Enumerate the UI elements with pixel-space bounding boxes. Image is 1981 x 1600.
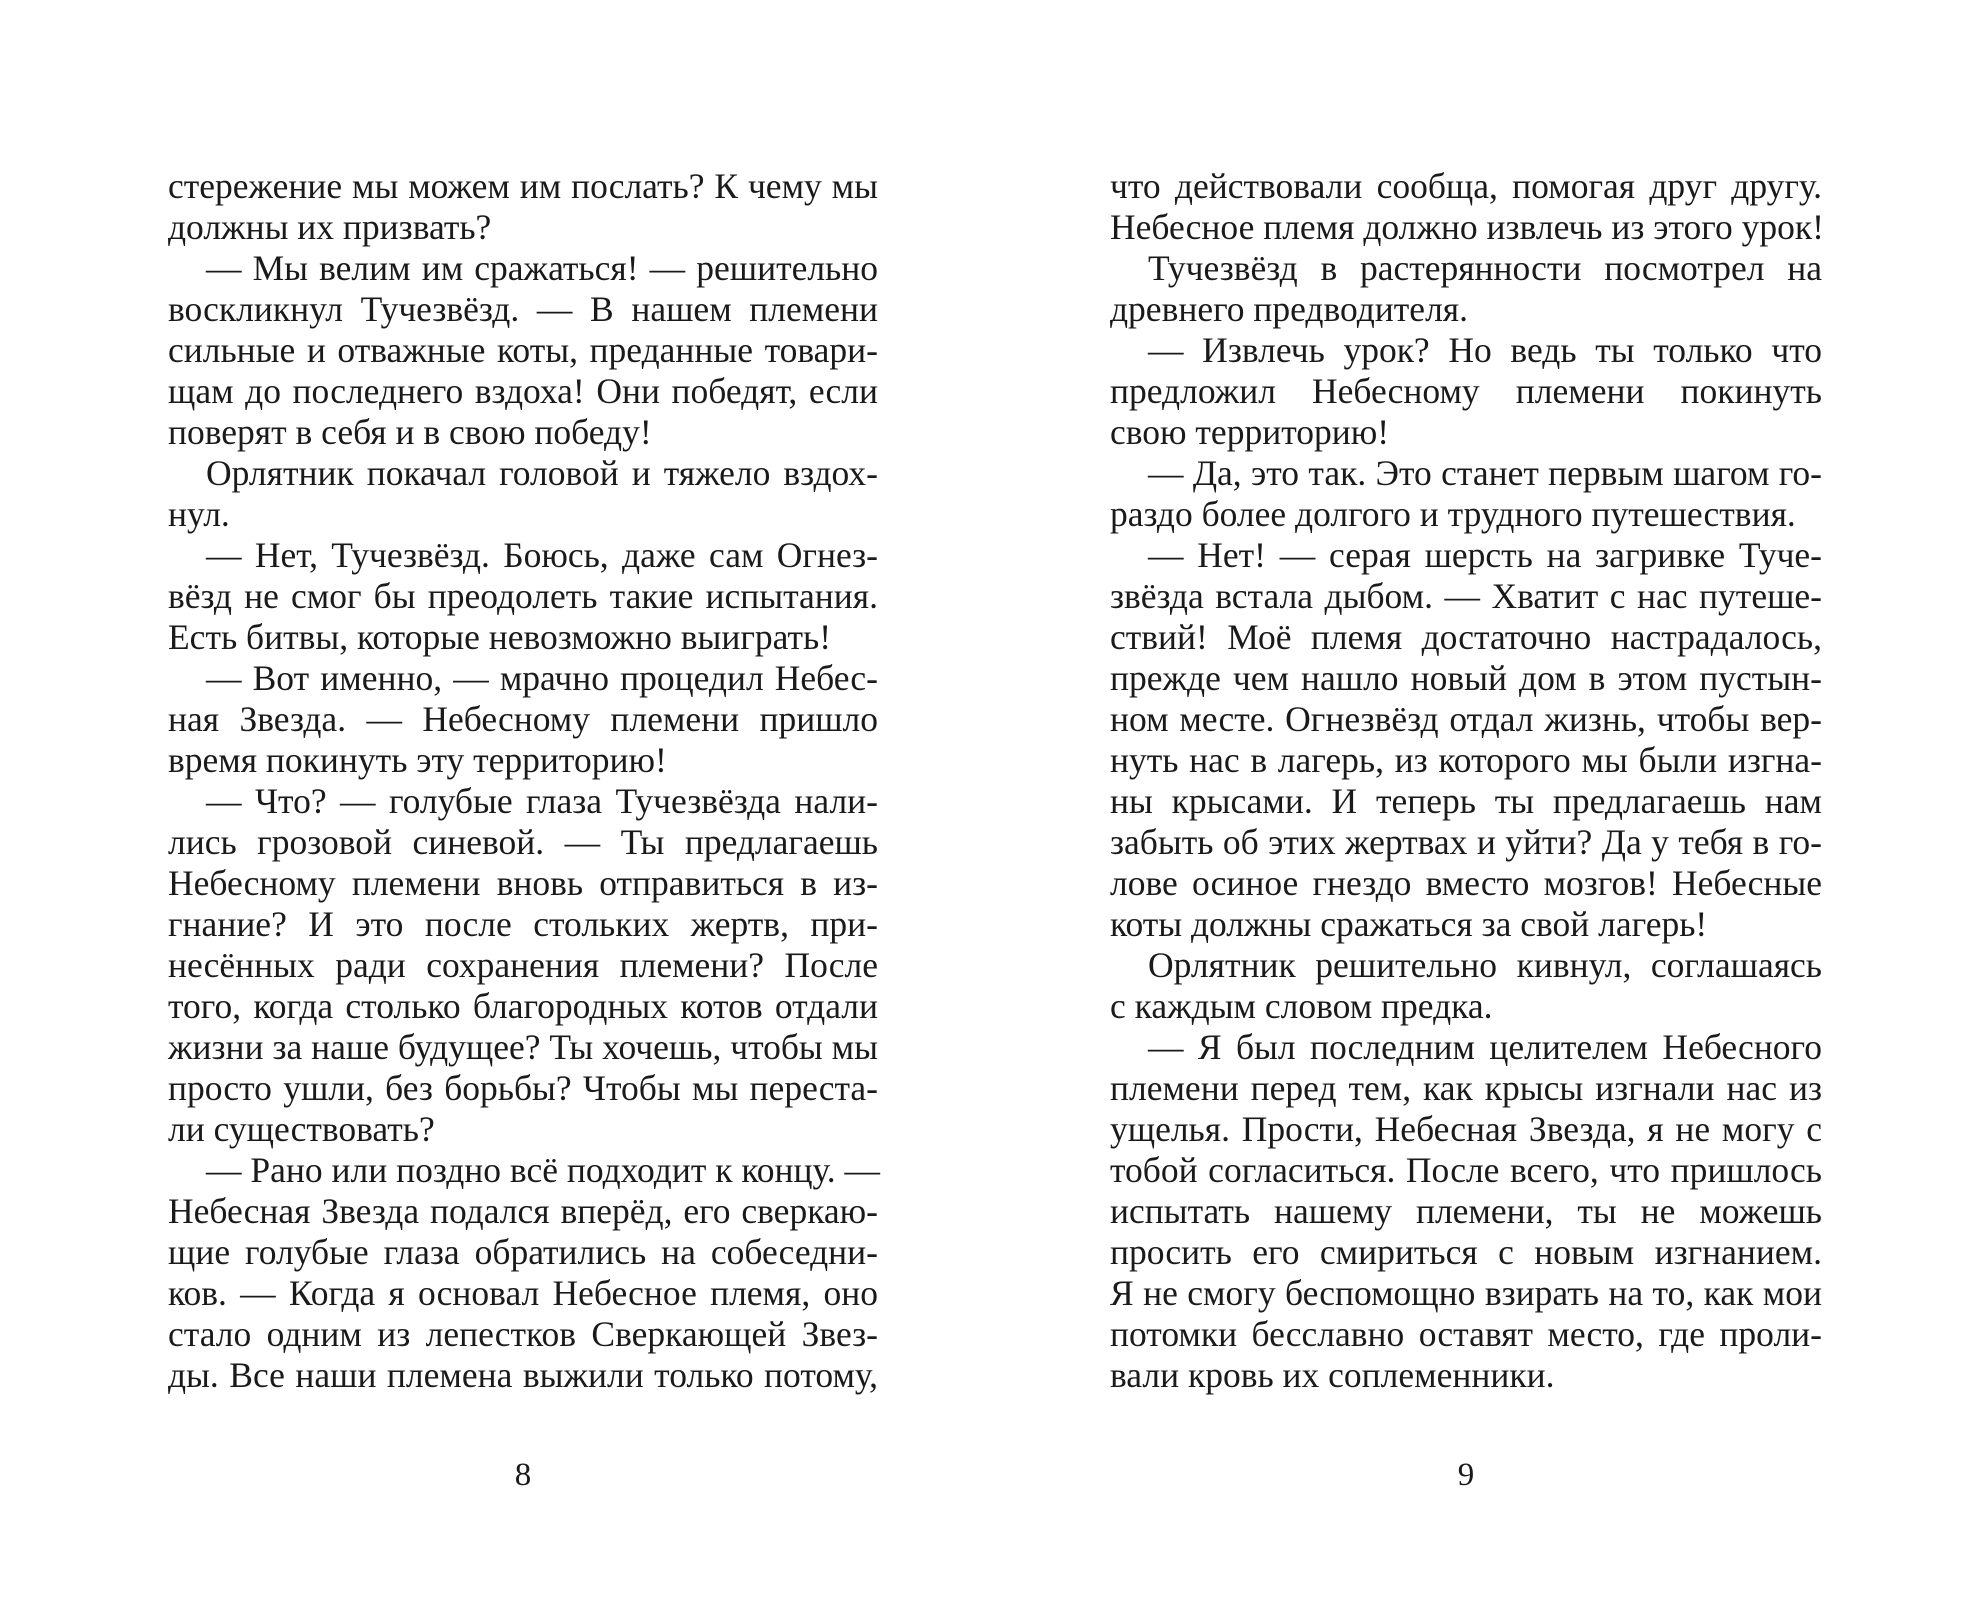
text-line: — Я был последним целителем Небесного: [1148, 1027, 1822, 1067]
text-line: гнание? И это после стольких жертв, при-: [168, 904, 878, 944]
text-line: древнего предводителя.: [1110, 289, 1468, 329]
text-line: Орлятник покачал головой и тяжело вздох-: [206, 453, 878, 493]
page-number-left: 8: [514, 1457, 532, 1493]
text-line: — Да, это так. Это станет первым шагом го-: [1148, 453, 1822, 493]
text-line: ная Звезда. — Небесному племени пришло: [168, 699, 878, 739]
text-line: коты должны сражаться за свой лагерь!: [1110, 904, 1708, 944]
text-line: — Нет, Тучезвёзд. Боюсь, даже сам Огнез-: [206, 535, 878, 575]
left-page-text: [168, 166, 878, 1396]
right-page-text: [1110, 166, 1822, 1396]
text-line: жизни за наше будущее? Ты хочешь, чтобы мы: [168, 1027, 878, 1067]
text-line: несённых ради сохранения племени? После: [168, 945, 878, 985]
text-line: Есть битвы, которые невозможно выиграть!: [168, 617, 832, 657]
text-line: — Мы велим им сражаться! — решительно: [206, 248, 878, 288]
text-line: стережение мы можем им послать? К чему мы: [168, 166, 878, 206]
text-line: раздо более долгого и трудного путешествия.: [1110, 494, 1796, 534]
text-line: испытать нашему племени, ты не можешь: [1110, 1191, 1822, 1231]
text-line: — Нет! — серая шерсть на загривке Туче-: [1148, 535, 1822, 575]
text-line: свою территорию!: [1110, 412, 1390, 452]
text-line: ны крысами. И теперь ты предлагаешь нам: [1110, 781, 1822, 821]
text-line: Я не смогу беспомощно взирать на то, как мои: [1110, 1273, 1822, 1313]
text-line: ствий! Моё племя достаточно настрадалось,: [1110, 617, 1822, 657]
text-line: потомки бесславно оставят место, где проли-: [1110, 1314, 1822, 1354]
text-line: ков. — Когда я основал Небесное племя, оно: [168, 1273, 878, 1313]
text-line: щам до последнего вздоха! Они победят, если: [168, 371, 878, 411]
text-line: время покинуть эту территорию!: [168, 740, 667, 780]
text-line: тобой согласиться. После всего, что пришлось: [1110, 1150, 1822, 1190]
text-line: племени перед тем, как крысы изгнали нас из: [1110, 1068, 1822, 1108]
text-line: — Рано или поздно всё подходит к концу. —: [206, 1150, 880, 1190]
text-line: щие голубые глаза обратились на собеседни-: [168, 1232, 878, 1272]
text-line: ды. Все наши племена выжили только потому,: [168, 1355, 878, 1395]
text-line: сильные и отважные коты, преданные товари-: [168, 330, 878, 370]
text-line: предложил Небесному племени покинуть: [1110, 371, 1822, 411]
text-line: ном месте. Огнезвёзд отдал жизнь, чтобы вер-: [1110, 699, 1822, 739]
text-line: того, когда столько благородных котов отдали: [168, 986, 878, 1026]
text-line: воскликнул Тучезвёзд. — В нашем племени: [168, 289, 878, 329]
text-line: просить его смириться с новым изгнанием.: [1110, 1232, 1822, 1272]
text-line: — Извлечь урок? Но ведь ты только что: [1148, 330, 1822, 370]
text-line: нуть нас в лагерь, из которого мы были изгна-: [1110, 740, 1822, 780]
text-line: что действовали сообща, помогая друг другу.: [1110, 166, 1822, 206]
text-line: ущелья. Прости, Небесная Звезда, я не могу с: [1110, 1109, 1822, 1149]
text-line: ли существовать?: [168, 1109, 435, 1149]
text-line: Небесная Звезда подался вперёд, его сверкаю-: [168, 1191, 878, 1231]
text-line: Небесное племя должно извлечь из этого урок!: [1110, 207, 1824, 247]
text-line: прежде чем нашло новый дом в этом пустын-: [1110, 658, 1822, 698]
text-line: поверят в себя и в свою победу!: [168, 412, 652, 452]
text-line: Орлятник решительно кивнул, соглашаясь: [1148, 945, 1822, 985]
text-line: Небесному племени вновь отправиться в из-: [168, 863, 878, 903]
page-number-right: 9: [1457, 1457, 1475, 1493]
text-line: забыть об этих жертвах и уйти? Да у тебя в го-: [1110, 822, 1822, 862]
text-line: — Вот именно, — мрачно процедил Небес-: [206, 658, 878, 698]
left-page: [168, 0, 878, 1600]
text-line: вёзд не смог бы преодолеть такие испытания.: [168, 576, 878, 616]
text-line: стало одним из лепестков Сверкающей Звез-: [168, 1314, 878, 1354]
text-line: звёзда встала дыбом. — Хватит с нас путеше-: [1110, 576, 1822, 616]
text-line: с каждым словом предка.: [1110, 986, 1493, 1026]
text-line: нул.: [168, 494, 230, 534]
text-line: Тучезвёзд в растерянности посмотрел на: [1148, 248, 1822, 288]
text-line: должны их призвать?: [168, 207, 492, 247]
text-line: — Что? — голубые глаза Тучезвёзда нали-: [206, 781, 878, 821]
right-page: [1110, 0, 1822, 1600]
text-line: лове осиное гнездо вместо мозгов! Небесные: [1110, 863, 1822, 903]
text-line: лись грозовой синевой. — Ты предлагаешь: [168, 822, 878, 862]
text-line: вали кровь их соплеменники.: [1110, 1355, 1555, 1395]
text-line: просто ушли, без борьбы? Чтобы мы переста-: [168, 1068, 878, 1108]
